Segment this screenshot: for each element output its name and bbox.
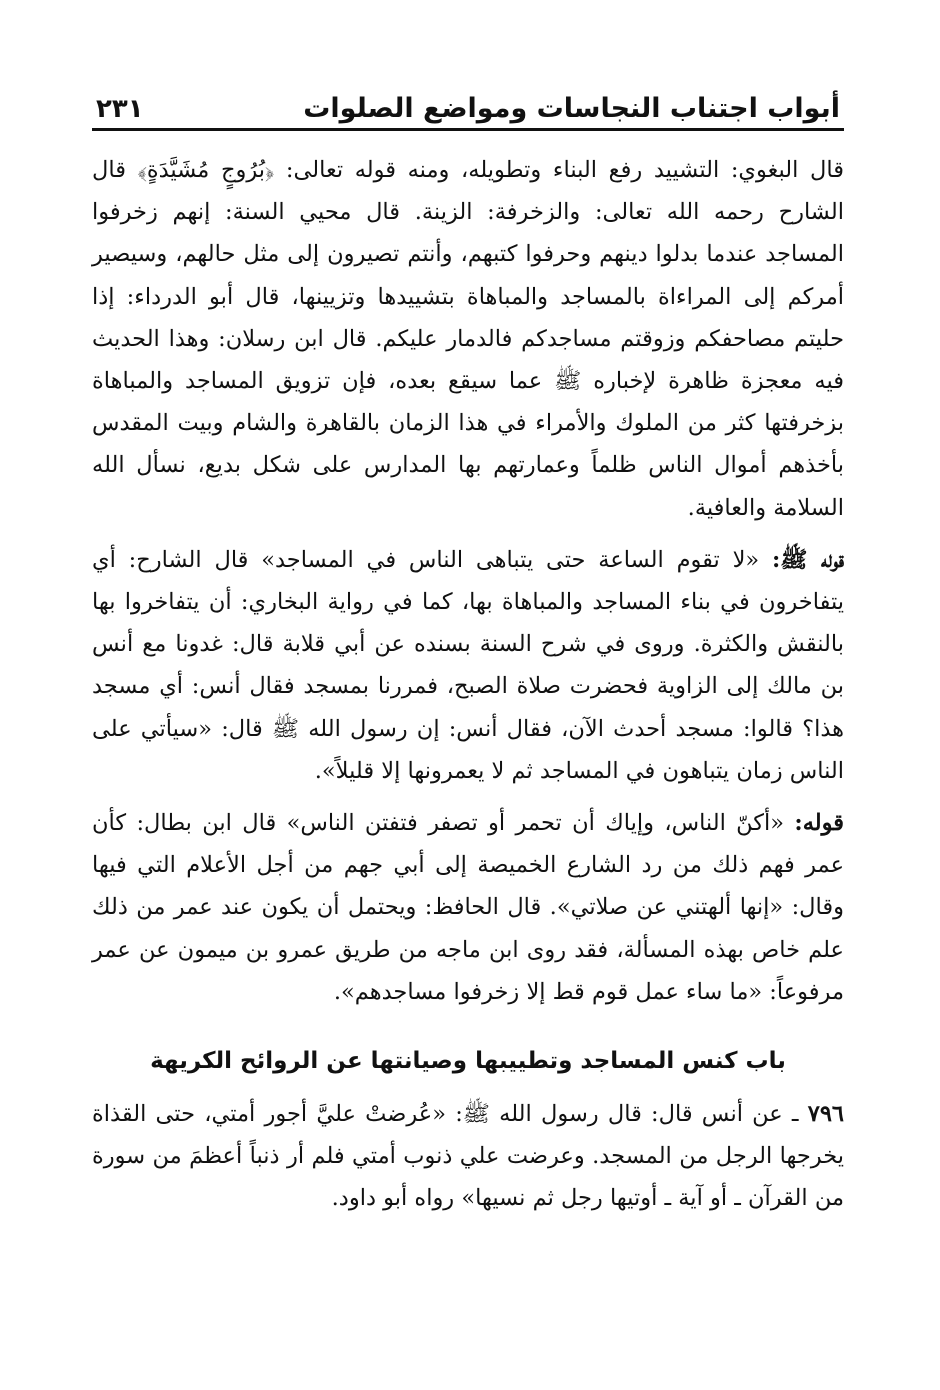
paragraph-text: «أكنّ الناس، وإياك أن تحمر أو تصفر فتفتن الناس» قال ابن بطال: كأن عمر فهم ذلك من رد الشارع الخميصة إلى أبي جهم من أجل الأعلام التي فيها وقال: «إنها ألهتني عن صلاتي». قال الحافظ: ويحتمل أن يكون عند عمر من ذلك علم خاص بهذه المسألة، فقد روى ابن ماجه من طريق عمرو بن ميمون عن عمر مرفوعاً: «ما ساء عمل قوم قط إلا زخرفوا مساجدهم». xyxy=(92,810,844,1005)
section-heading: باب كنس المساجد وتطييبها وصيانتها عن الروائح الكريهة xyxy=(150,1048,786,1075)
paragraph-text: قال البغوي: التشييد رفع البناء وتطويله، ومنه قوله تعالى: ﴿بُرُوجٍ مُشَيَّدَةٍ﴾ قال الشارح رحمه الله تعالى: والزخرفة: الزينة. قال محيي السنة: إنهم زخرفوا المساجد عندما بدلوا دينهم وحرفوا كتبهم، وأنتم تصيرون إلى مثل حالهم، وسيصير أمركم إلى المراءاة بالمساجد والمباهاة بتشييدها وتزيينها، قال أبو الدرداء: إذا حليتم مصاحفكم وزوقتم مساجدكم فالدمار عليكم. قال ابن رسلان: وهذا الحديث فيه معجزة ظاهرة لإخباره ﷺ عما سيقع بعده، فإن تزويق المساجد والمباهاة بزخرفتها كثر من الملوك والأمراء في هذا الزمان بالقاهرة والشام وبيت المقدس بأخذهم أموال الناس ظلماً وعمارتهم بها المدارس على شكل بديع، نسأل الله السلامة والعافية. xyxy=(92,157,844,521)
paragraph-commentary-tabahi xyxy=(92,539,844,792)
book-page xyxy=(92,86,844,1220)
running-header xyxy=(92,86,844,131)
body-text xyxy=(92,149,844,1220)
paragraph-lead: قوله ﷺ: xyxy=(772,546,844,573)
paragraph-commentary-tashyid xyxy=(92,149,844,529)
chapter-title: أبواب اجتناب النجاسات ومواضع الصلوات xyxy=(303,93,840,124)
paragraph-text: «لا تقوم الساعة حتى يتباهى الناس في المساجد» قال الشارح: أي يتفاخرون في بناء المساجد والمباهاة بها، كما في رواية البخاري: أن يتفاخروا بها بالنقش والكثرة. وروى في شرح السنة بسنده عن أبي قلابة قال: غدونا مع أنس بن مالك إلى الزاوية فحضرت صلاة الصبح، فمررنا بمسجد فقال أنس: أي مسجد هذا؟ قالوا: مسجد أحدث الآن، فقال أنس: إن رسول الله ﷺ قال: «سيأتي على الناس زمان يتباهون في المساجد ثم لا يعمرونها إلا قليلاً». xyxy=(92,546,844,784)
paragraph-commentary-akinn xyxy=(92,802,844,1013)
paragraph-lead: قوله: xyxy=(794,810,844,837)
page-number: ٢٣١ xyxy=(96,94,144,124)
hadith-text: ـ عن أنس قال: قال رسول الله ﷺ: «عُرضتْ عليَّ أجور أمتي، حتى القذاة يخرجها الرجل من المسجد. وعرضت علي ذنوب أمتي فلم أر ذنباً أعظمَ من سورة من القرآن ـ أو آية ـ أوتيها رجل ثم نسيها» رواه أبو داود. xyxy=(92,1101,844,1212)
hadith-number: ٧٩٦ xyxy=(807,1101,844,1128)
hadith-paragraph xyxy=(92,1093,844,1220)
